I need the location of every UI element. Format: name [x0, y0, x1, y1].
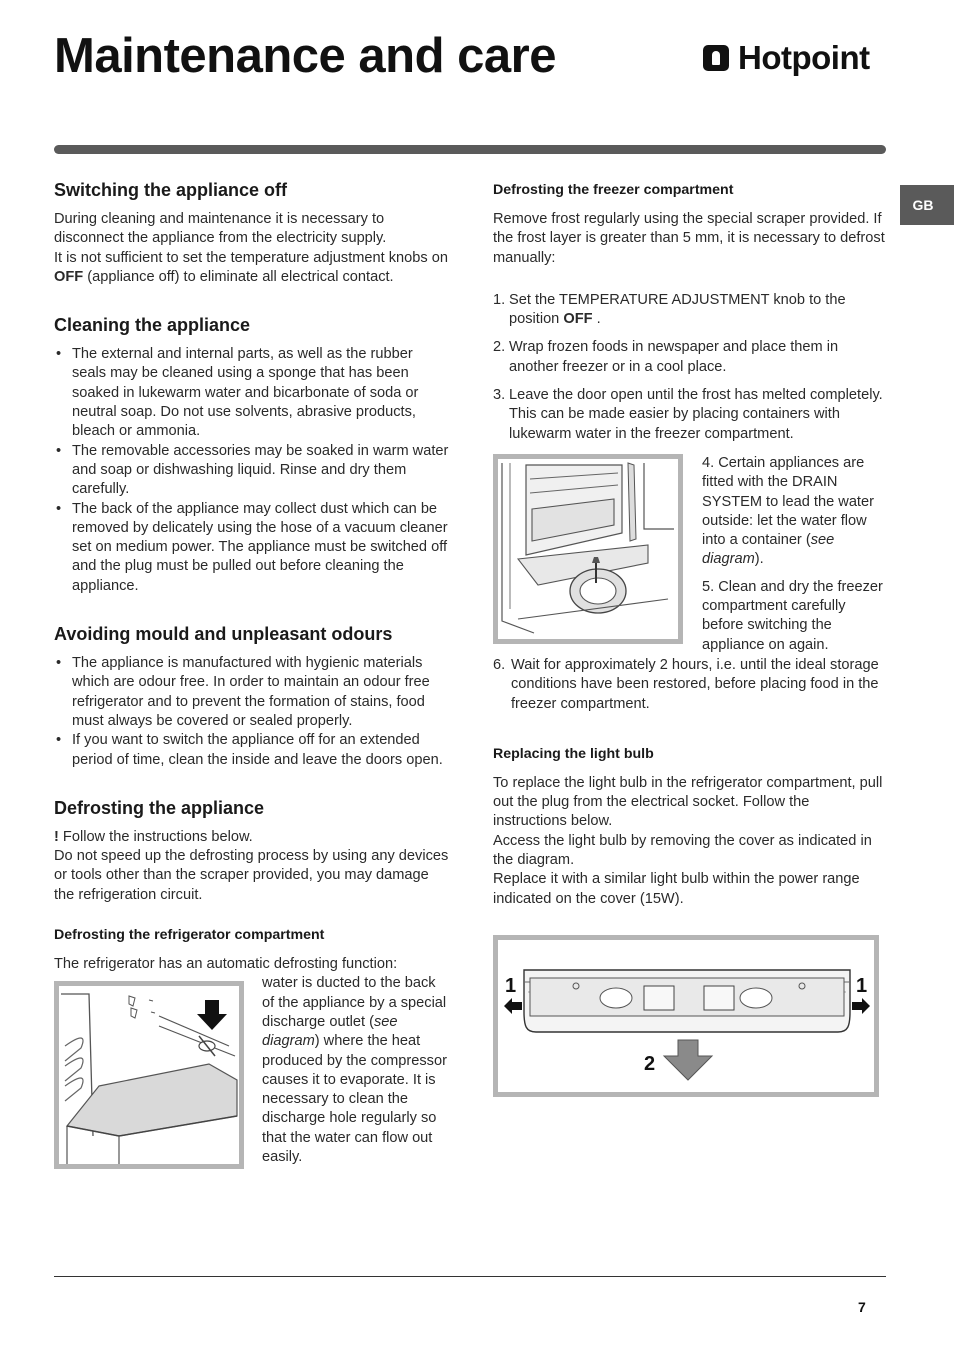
fridge-interior-illustration	[59, 986, 239, 1164]
section-switching-off	[54, 178, 450, 287]
text-run: Leave the door open until the frost has melted completely. This can be made easier by placing containers with lukewarm water in the freezer compartment.	[509, 387, 883, 442]
left-arrow-icon	[852, 998, 870, 1014]
off-label: OFF	[563, 311, 593, 328]
list-item	[493, 656, 886, 714]
light-cover-illustration	[498, 940, 874, 1092]
list-item	[493, 338, 886, 377]
section-fridge-defrost	[54, 925, 450, 1184]
bullet-list	[54, 654, 450, 770]
header-rule	[54, 145, 886, 154]
side-paragraph	[262, 974, 450, 1167]
language-tab: GB	[900, 185, 954, 225]
section-cleaning	[54, 313, 450, 596]
text-run: Follow the instructions below.	[58, 828, 253, 845]
paragraph: To replace the light bulb in the refrigerator compartment, pull out the plug from the electrical socket. Follow the instructions below.	[493, 774, 883, 830]
text-run: Wrap frozen foods in newspaper and place them in another freezer or in a cool place.	[509, 339, 839, 375]
paragraph: Replace it with a similar light bulb within the power range indicated on the cover (15W).	[493, 871, 860, 907]
hotpoint-logo-icon	[703, 45, 729, 71]
down-arrow-icon	[664, 1040, 712, 1080]
warning-icon: !	[54, 828, 59, 845]
section-light-bulb	[493, 744, 886, 1097]
diagram-label-left: 1	[505, 974, 517, 997]
text-run: ) where the heat produced by the compressor causes it to evaporate. It is necessary to clean the discharge hole regularly so that the water can flow out easily.	[262, 1033, 447, 1165]
text-run: water is ducted to the back of the appliance by a special discharge outlet (	[262, 975, 447, 1030]
list-item	[493, 386, 886, 444]
side-steps	[702, 454, 888, 655]
subsection-heading: Defrosting the refrigerator compartment	[54, 927, 325, 944]
steps-list	[493, 656, 886, 714]
subsection-heading: Replacing the light bulb	[493, 745, 654, 762]
brand-name: Hotpoint	[738, 39, 870, 76]
text-run: ).	[754, 551, 764, 568]
page-title: Maintenance and care	[54, 29, 556, 83]
right-column	[493, 180, 886, 1097]
paragraph	[54, 249, 450, 288]
page-number: 7	[858, 1299, 866, 1315]
warning-line	[54, 828, 450, 847]
freezer-drain-illustration	[498, 459, 678, 639]
step-number: 3.	[493, 387, 506, 404]
freezer-drain-diagram	[493, 454, 683, 644]
diagram-label-right: 1	[856, 974, 868, 997]
section-heading: Defrosting the appliance	[54, 797, 265, 818]
step-4	[702, 454, 888, 570]
paragraph: Access the light bulb by removing the cover as indicated in the diagram.	[493, 832, 872, 869]
text-run: (appliance off) to eliminate all electrical contact.	[83, 268, 394, 285]
off-label: OFF	[54, 268, 84, 285]
list-item: • The external and internal parts, as well as the rubber seals may be cleaned using a sponge that has been soaked in lukewarm water and bicarbonate of soda or neutral soap. Do not use solvents, abrasive products, bleach or ammonia.	[54, 345, 450, 441]
section-heading: Switching the appliance off	[54, 180, 288, 200]
subsection-heading: Defrosting the freezer compartment	[493, 182, 734, 198]
fridge-drain-diagram	[54, 981, 244, 1169]
list-item: • The back of the appliance may collect dust which can be removed by delicately using the hose of a vacuum cleaner set on medium power. The appliance must be switched off and the plug must be pulled out before cleaning the appliance.	[54, 500, 450, 596]
list-item: • The removable accessories may be soaked in warm water and soap or dishwashing liquid. Rinse and dry them carefully.	[54, 442, 450, 500]
section-heading: Cleaning the appliance	[54, 315, 251, 336]
see-diagram-ref: see diagram	[702, 532, 835, 568]
list-item	[493, 291, 886, 330]
right-arrow-icon	[504, 998, 522, 1014]
brand-logo	[703, 38, 870, 78]
footer-rule	[54, 1276, 886, 1277]
paragraph: The refrigerator has an automatic defrosting function:	[54, 956, 398, 973]
down-arrow-icon	[197, 1014, 227, 1030]
section-freezer-defrost	[493, 180, 886, 714]
section-heading: Avoiding mould and unpleasant odours	[54, 624, 393, 645]
bullet-list	[54, 345, 450, 596]
step-number: 1.	[493, 291, 506, 308]
text-run: It is not sufficient to set the temperature adjustment knobs on	[54, 249, 448, 266]
diagram-label-down: 2	[644, 1052, 656, 1075]
list-item: • The appliance is manufactured with hygienic materials which are odour free. In order to maintain an odour free refrigerator and to prevent the formation of stains, food must always be covered or sealed properly.	[54, 654, 450, 731]
section-mould	[54, 622, 450, 770]
text-run: 4. Certain appliances are fitted with the DRAIN SYSTEM to lead the water outside: let the water flow into a container (	[702, 454, 874, 549]
steps-list	[493, 291, 886, 444]
see-diagram-ref: see diagram	[262, 1013, 398, 1050]
paragraph: Do not speed up the defrosting process by using any devices or tools other than the scraper provided, you may damage the refrigeration circuit.	[54, 848, 449, 903]
paragraph: During cleaning and maintenance it is necessary to disconnect the appliance from the electricity supply.	[54, 211, 387, 247]
step-number: 2.	[493, 339, 506, 356]
left-column	[54, 178, 450, 1184]
step-number: 6.	[493, 656, 506, 673]
list-item: • If you want to switch the appliance off for an extended period of time, clean the inside and leave the doors open.	[54, 731, 450, 770]
text-run: Set the TEMPERATURE ADJUSTMENT knob to the position	[509, 291, 846, 328]
paragraph: Remove frost regularly using the special scraper provided. If the frost layer is greater than 5 mm, it is necessary to defrost manually:	[493, 211, 885, 266]
section-defrosting	[54, 796, 450, 905]
text-run: Wait for approximately 2 hours, i.e. until the ideal storage conditions have been restored, before placing food in the freezer compartment.	[511, 656, 879, 712]
text-run: .	[592, 311, 601, 328]
light-bulb-diagram	[493, 935, 879, 1097]
step-5: 5. Clean and dry the freezer compartment carefully before switching the appliance on again.	[702, 578, 883, 653]
